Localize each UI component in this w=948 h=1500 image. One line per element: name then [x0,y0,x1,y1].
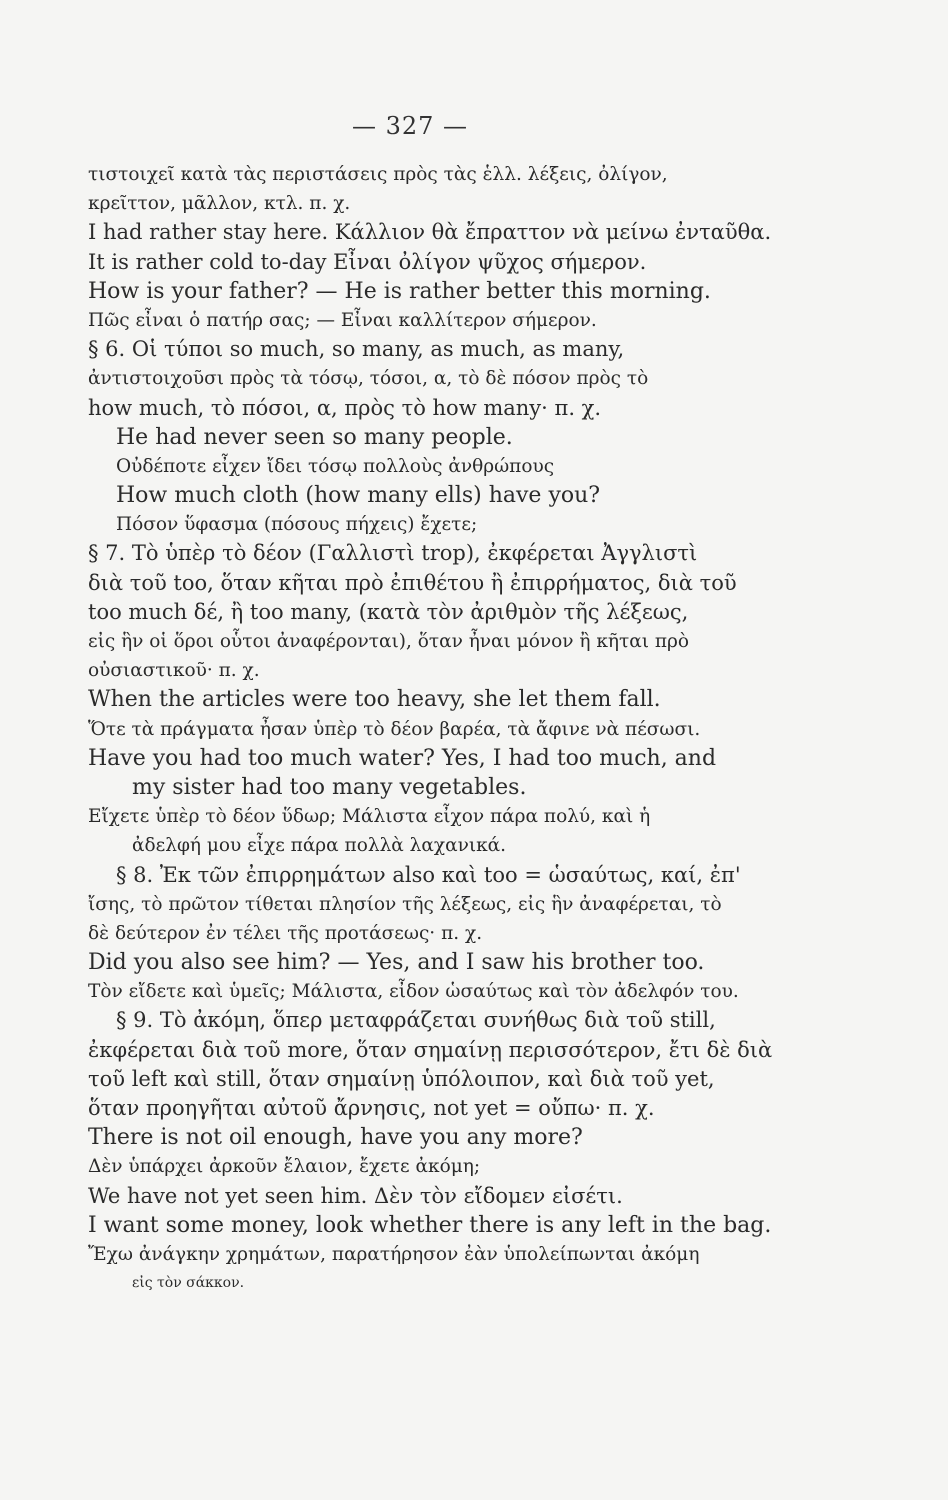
text-line: δὲ δεύτερον ἐν τέλει τῆς προτάσεως· π. χ. [88,922,483,944]
text-line: Πῶς εἶναι ὁ πατήρ σας; — Εἶναι καλλίτερον σήμερον. [88,309,597,331]
text-line: Οὐδέποτε εἶχεν ἴδει τόσῳ πολλοὺς ἀνθρώπους [116,455,555,477]
text-line: § 9. Τὸ ἀκόμη, ὅπερ μεταφράζεται συνήθως διὰ τοῦ still, [116,1008,716,1033]
text-line: διὰ τοῦ too, ὅταν κῆται πρὸ ἐπιθέτου ἢ ἐπιρρήματος, διὰ τοῦ [88,570,737,595]
text-line: τιστοιχεῖ κατὰ τὰς περιστάσεις πρὸς τὰς ἑλλ. λέξεις, ὀλίγον, [88,164,668,185]
text-line: Δὲν ὑπάρχει ἀρκοῦν ἔλαιον, ἔχετε ἀκόμη; [88,1156,481,1178]
page-text [88,160,778,1298]
text-line: Have you had too much water? Yes, I had too much, and [88,745,717,771]
text-line: ἀδελφή μου εἶχε πάρα πολλὰ λαχανικά. [132,835,507,857]
text-line: ἐκφέρεται διὰ τοῦ more, ὅταν σημαίνῃ περισσότερον, ἔτι δὲ διὰ [88,1037,773,1062]
text-line: οὐσιαστικοῦ· π. χ. [88,660,260,682]
text-line: We have not yet seen him. Δὲν τὸν εἴδομεν εἰσέτι. [88,1183,623,1208]
text-line: I want some money, look whether there is any left in the bag. [88,1212,772,1238]
text-line: How is your father? — He is rather better this morning. [88,278,711,304]
text-line: Did you also see him? — Yes, and I saw his brother too. [88,950,705,976]
text-line: Ἔχω ἀνάγκην χρημάτων, παρατήρησον ἐὰν ὑπολείπωνται ἀκόμη [88,1243,700,1265]
text-line: How much cloth (how many ells) have you? [116,483,601,509]
text-line: Ὅτε τὰ πράγματα ἦσαν ὑπὲρ τὸ δέον βαρέα, τὰ ἄφινε νὰ πέσωσι. [88,718,701,740]
text-line: εἰς ἣν οἱ ὅροι οὗτοι ἀναφέρονται), ὅταν ἦναι μόνον ἢ κῆται πρὸ [88,631,689,652]
text-line: τοῦ left καὶ still, ὅταν σημαίνῃ ὑπόλοιπον, καὶ διὰ τοῦ yet, [88,1066,715,1091]
text-line: It is rather cold to-day Εἶναι ὀλίγον ψῦχος σήμερον. [88,249,647,274]
text-line: § 6. Οἱ τύποι so much, so many, as much, as many, [88,337,625,362]
text-line: κρεῖττον, μᾶλλον, κτλ. π. χ. [88,193,351,215]
text-line: When the articles were too heavy, she let them fall. [88,687,661,713]
text-line: He had never seen so many people. [116,424,513,450]
text-line: There is not oil enough, have you any more? [88,1125,583,1151]
text-line: ἀντιστοιχοῦσι πρὸς τὰ τόσῳ, τόσοι, α, τὸ δὲ πόσον πρὸς τὸ [88,368,649,390]
text-line: my sister had too many vegetables. [132,774,527,800]
text-line: § 7. Τὸ ὑπὲρ τὸ δέον (Γαλλιστὶ trop), ἐκφέρεται Ἀγγλιστὶ [88,541,698,566]
text-line: Τὸν εἴδετε καὶ ὑμεῖς; Μάλιστα, εἶδον ὡσαύτως καὶ τὸν ἀδελφόν του. [88,981,739,1003]
page-number: — 327 — [351,112,469,140]
text-line: § 8. Ἐκ τῶν ἐπιρρημάτων also καὶ too = ὡσαύτως, καί, ἐπ' [116,862,741,887]
text-line: Πόσον ὕφασμα (πόσους πήχεις) ἔχετε; [116,514,478,536]
text-line: too much δέ, ἢ too many, (κατὰ τὸν ἀριθμὸν τῆς λέξεως, [88,599,689,624]
text-line: Εἴχετε ὑπὲρ τὸ δέον ὕδωρ; Μάλιστα εἶχον πάρα πολύ, καὶ ἡ [88,806,651,828]
text-line: εἰς τὸν σάκκον. [132,1275,245,1292]
text-line: I had rather stay here. Κάλλιον θὰ ἔπραττον νὰ μείνω ἐνταῦθα. [88,220,772,245]
text-line: how much, τὸ πόσοι, α, πρὸς τὸ how many· π. χ. [88,395,602,420]
text-line: ὅταν προηγῆται αὐτοῦ ἄρνησις, not yet = οὔπω· π. χ. [88,1096,655,1120]
text-line: ἴσης, τὸ πρῶτον τίθεται πλησίον τῆς λέξεως, εἰς ἣν ἀναφέρεται, τὸ [88,893,722,915]
